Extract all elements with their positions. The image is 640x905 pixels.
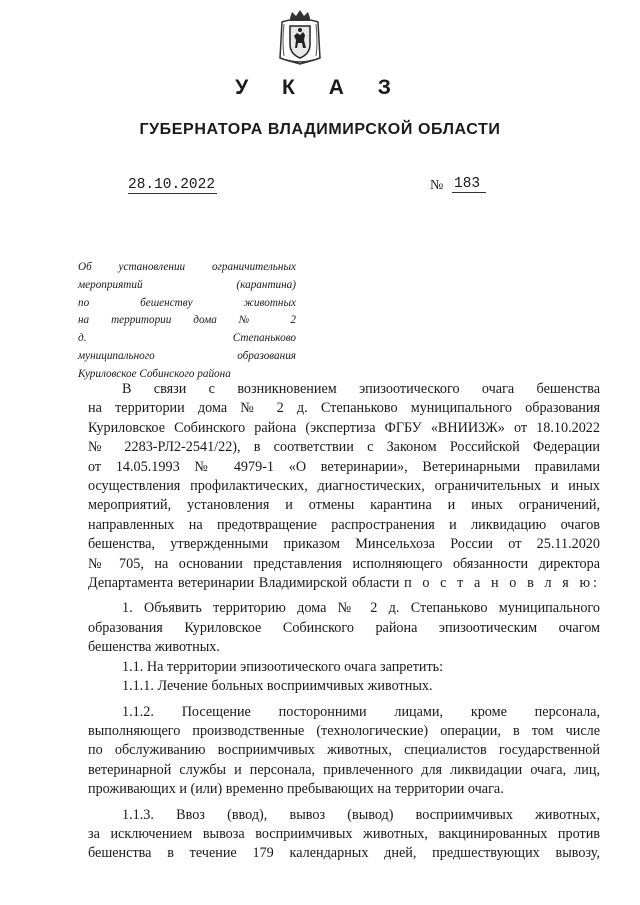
body-line: № 2283-РЛ2-2541/22), в соответствии с Законом Российской Федерации — [88, 439, 600, 456]
item-1 — [88, 599, 600, 657]
subject-line: д. Степаньково — [78, 332, 296, 345]
body-line: мероприятий, установления и отмены карантина и иных ограничений, — [88, 497, 600, 514]
decree-subject — [78, 259, 296, 384]
item-1-1: 1.1. На территории эпизоотического очага запретить: — [122, 658, 444, 675]
body-line: осуществления профилактических, диагностических, ограничительных и иных — [88, 478, 600, 495]
body-line: образования Куриловское Собинского района эпизоотическим очагом — [88, 619, 600, 636]
decree-body — [88, 380, 600, 864]
subject-line: Куриловское Собинского района — [78, 367, 231, 380]
body-line: проживающих и (или) временно пребывающих на территории очага. — [88, 781, 504, 798]
decree-number-label: № — [430, 178, 444, 193]
decree-type: У К А З — [235, 76, 405, 99]
body-line: на территории дома № 2 д. Степаньково муниципального образования — [88, 400, 600, 417]
subject-line: Об установлении ограничительных — [78, 261, 296, 273]
preamble-paragraph — [88, 380, 600, 593]
body-line — [88, 574, 600, 593]
body-line-part: Департамента ветеринарии Владимирской области — [88, 575, 400, 592]
item-1-1-3 — [88, 806, 600, 864]
body-line: 1.1.3. Ввоз (ввод), вывоз (вывод) восприимчивых животных, — [122, 806, 600, 823]
body-line: бешенства в течение 179 календарных дней, предшествующих вывозу, — [88, 845, 600, 862]
decree-number: 183 — [452, 176, 486, 193]
resolves-word: п о с т а н о в л я ю: — [404, 575, 601, 592]
body-line: В связи с возникновением эпизоотического очага бешенства — [122, 381, 600, 397]
body-line: выполняющего производственные (технологические) операции, в том числе — [88, 722, 600, 739]
item-1-1-2 — [88, 703, 600, 800]
decree-date: 28.10.2022 — [128, 177, 216, 193]
subject-line: по бешенству животных — [78, 296, 296, 309]
subject-line: на территории дома № 2 — [78, 314, 296, 327]
coat-of-arms-icon — [276, 8, 324, 68]
subject-line: мероприятий (карантина) — [78, 278, 296, 291]
body-line: от 14.05.1993 № 4979-1 «О ветеринарии», Ветеринарными правилами — [88, 458, 600, 475]
body-line: за исключением вывоза восприимчивых животных, вакцинированных против — [88, 825, 600, 842]
body-line: 1.1.2. Посещение посторонними лицами, кроме персонала, — [122, 703, 600, 720]
body-line: бешенства, утвержденными приказом Минсельхоза России от 25.11.2020 — [88, 536, 600, 553]
body-line: по обслуживанию восприимчивых животных, специалистов государственной — [88, 742, 600, 759]
subject-line: муниципального образования — [78, 349, 296, 362]
body-line: Куриловское Собинского района (экспертиза ФГБУ «ВНИИЗЖ» от 18.10.2022 — [88, 419, 600, 436]
body-line: ветеринарной службы и персонала, привлеченного для ликвидации очага, лиц, — [88, 761, 600, 778]
issuer-title: ГУБЕРНАТОРА ВЛАДИМИРСКОЙ ОБЛАСТИ — [139, 121, 501, 138]
body-line: бешенства животных. — [88, 639, 220, 656]
body-line: 1. Объявить территорию дома № 2 д. Степаньково муниципального — [122, 600, 600, 617]
item-1-1-1: 1.1.1. Лечение больных восприимчивых животных. — [122, 678, 433, 695]
body-line: направленных на предотвращение распространения и ликвидацию очагов — [88, 516, 600, 533]
body-line: № 705, на основании представления исполняющего обязанности директора — [88, 555, 600, 572]
